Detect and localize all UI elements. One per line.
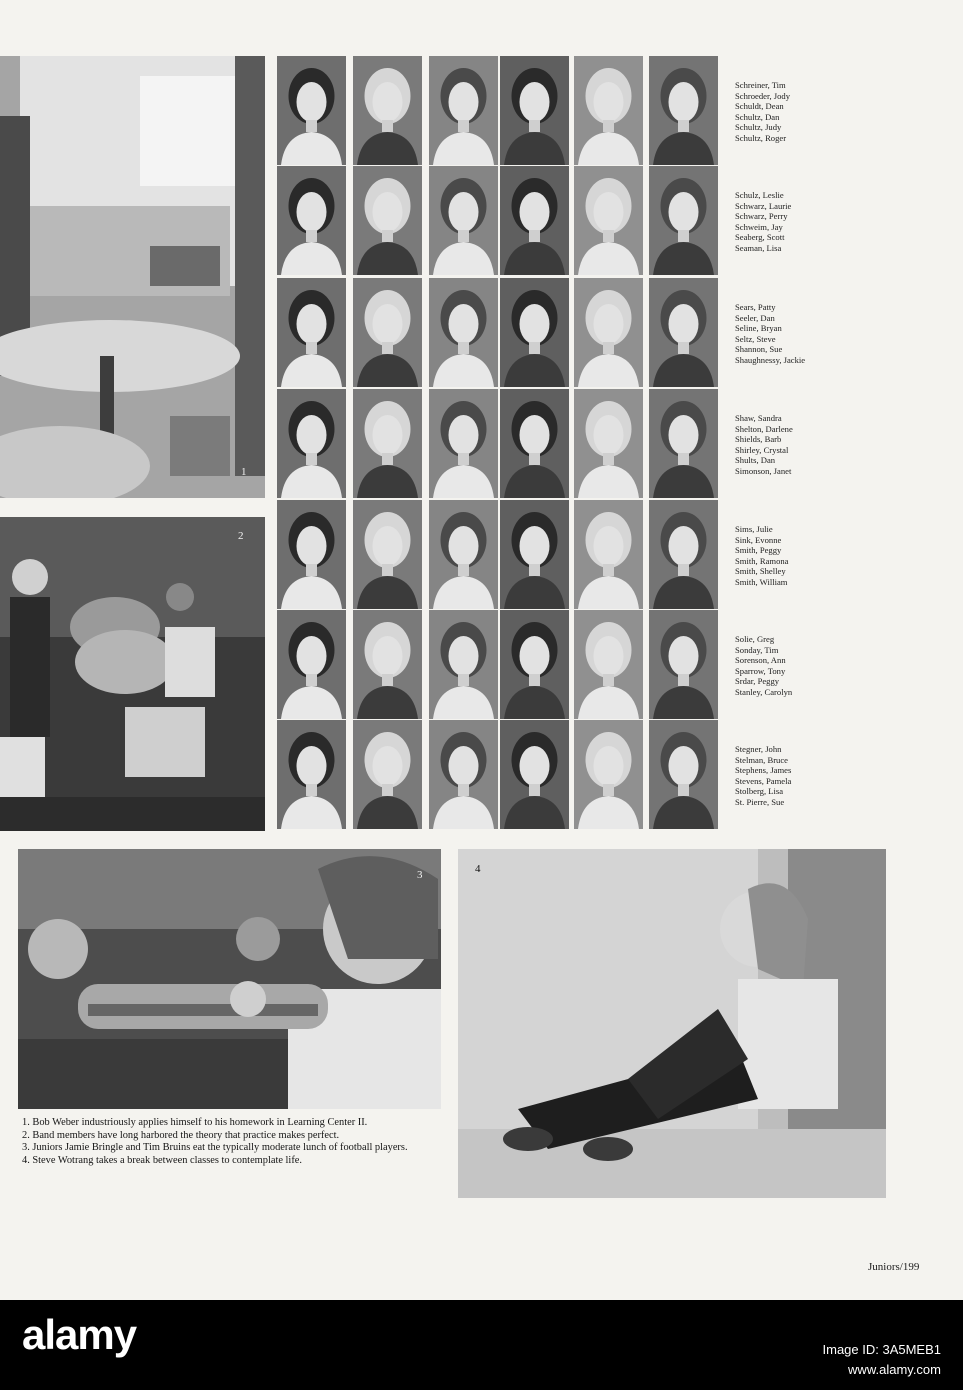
student-name: Srdar, Peggy [735,676,780,686]
caption-2: 2. Band members have long harbored the theory that practice makes perfect. [22,1129,340,1141]
student-name: Schroeder, Jody [735,90,791,101]
student-name: Sorenson, Ann [735,655,786,665]
photo-library [0,56,265,498]
student-portrait [500,500,569,609]
student-name: Stanley, Carolyn [735,686,793,697]
student-portrait [574,500,643,609]
student-name: Sparrow, Tony [735,665,786,676]
student-portrait [277,720,346,829]
student-portrait [353,610,422,719]
student-name: Schwarz, Laurie [735,200,792,211]
student-name: Seaman, Lisa [735,242,782,253]
student-name: Seline, Bryan [735,323,782,333]
student-portrait [277,389,346,498]
student-portrait [353,500,422,609]
student-portrait [500,166,569,275]
student-name: Smith, Shelley [735,566,786,576]
student-name: Sonday, Tim [735,644,779,655]
roster-row [277,166,837,276]
photo-number: 3 [417,869,423,881]
student-name: Shaughnessy, Jackie [735,354,806,365]
student-portrait [353,56,422,165]
student-name: Sims, Julie [735,524,773,534]
student-portrait [429,166,498,275]
student-portrait [574,56,643,165]
roster-row [277,610,837,720]
student-portrait [277,500,346,609]
student-name: Stephens, James [735,765,792,775]
student-portrait [277,166,346,275]
student-name: Schuldt, Dean [735,101,784,111]
student-name: Schultz, Dan [735,111,780,122]
student-name: Shults, Dan [735,455,776,465]
student-portrait [277,610,346,719]
image-id-label: Image ID: 3A5MEB1 [822,1342,941,1357]
student-name: Schwarz, Perry [735,211,788,221]
student-name: Smith, Ramona [735,555,789,566]
roster-row [277,56,837,166]
student-portrait [649,278,718,387]
photo-captions [22,1117,447,1167]
student-name: Stelman, Bruce [735,754,788,765]
footer-info [823,1340,942,1380]
student-portrait [500,389,569,498]
photo-number: 2 [238,530,244,542]
roster-row [277,500,837,610]
student-portrait [277,56,346,165]
student-name: Seltz, Steve [735,333,776,344]
student-name: Shannon, Sue [735,344,783,354]
student-wall-image [458,849,886,1198]
student-name: Schultz, Judy [735,122,782,132]
student-portrait [574,166,643,275]
student-name: Sears, Patty [735,302,776,312]
photo-number: 1 [241,466,247,478]
student-name: Schreiner, Tim [735,80,786,90]
band-image [0,517,265,831]
student-name: Sink, Evonne [735,534,782,545]
student-portrait [277,278,346,387]
student-name: Schultz, Roger [735,132,787,143]
student-portrait [429,389,498,498]
student-name: Seaberg, Scott [735,232,785,242]
student-portrait [429,720,498,829]
student-portrait [574,610,643,719]
student-portrait [353,389,422,498]
student-portrait [500,56,569,165]
student-portrait [649,389,718,498]
student-portrait [574,720,643,829]
caption-4: 4. Steve Wotrang takes a break between classes to contemplate life. [22,1154,302,1166]
sandwich-image [18,849,441,1109]
student-name: Smith, Peggy [735,545,782,555]
caption-3: 3. Juniors Jamie Bringle and Tim Bruins eat the typically moderate lunch of football players. [22,1142,408,1154]
alamy-logo: alamy [22,1311,137,1358]
student-name: Solie, Greg [735,634,775,644]
student-name: Simonson, Janet [735,465,792,476]
site-url: www.alamy.com [848,1362,941,1377]
roster-names [735,190,845,253]
student-portrait [429,278,498,387]
roster-row [277,389,837,499]
caption-1: 1. Bob Weber industriously applies himself to his homework in Learning Center II. [22,1117,368,1128]
student-name: Seeler, Dan [735,312,775,323]
student-portrait [574,278,643,387]
student-portrait [500,278,569,387]
stock-footer-bar [0,1300,963,1390]
student-name: Shirley, Crystal [735,444,789,455]
student-portrait [353,166,422,275]
photo-band [0,517,265,831]
roster-names [735,744,845,807]
student-name: Shields, Barb [735,434,782,444]
student-portrait [649,166,718,275]
roster-names [735,634,845,697]
student-portrait [500,610,569,719]
photo-number: 4 [475,863,481,875]
student-portrait [353,720,422,829]
roster-names [735,524,845,587]
student-portrait [649,56,718,165]
student-name: Stolberg, Lisa [735,786,784,796]
roster-names [735,413,845,476]
student-portrait [649,720,718,829]
page-folio: Juniors/199 [868,1261,920,1273]
student-name: Smith, William [735,576,788,587]
roster-row [277,278,837,388]
student-portrait [429,500,498,609]
student-name: Shelton, Darlene [735,423,793,434]
student-portrait [649,500,718,609]
roster-row [277,720,837,830]
photo-student-wall [458,849,886,1198]
student-name: Stegner, John [735,744,782,754]
photo-sandwich [18,849,441,1109]
roster-names [735,80,845,143]
student-name: Schweim, Jay [735,221,783,232]
student-portrait [353,278,422,387]
student-portrait [429,56,498,165]
student-portrait [574,389,643,498]
student-name: St. Pierre, Sue [735,796,785,807]
student-name: Stevens, Pamela [735,775,792,786]
student-portrait [429,610,498,719]
student-name: Shaw, Sandra [735,413,782,423]
library-image [0,56,265,498]
student-name: Schulz, Leslie [735,190,784,200]
roster-names [735,302,845,365]
student-portrait [500,720,569,829]
student-portrait [649,610,718,719]
